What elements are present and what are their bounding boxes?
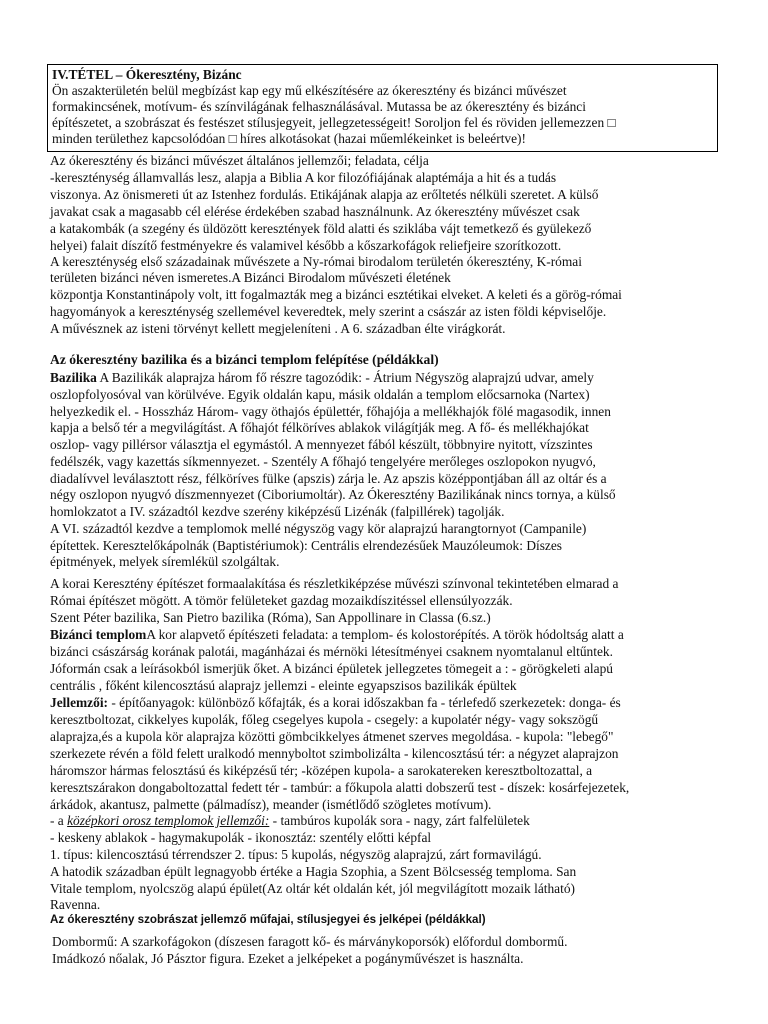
paragraph-line: A művésznek az isteni törvényt kellett megjeleníteni . A 6. században élte virágkorát. <box>50 321 506 336</box>
task-box <box>47 64 718 152</box>
paragraph-line: A korai Keresztény építészet formaalakítása és részletkiképzése művészi színvonal tekintetében elmarad a <box>50 576 619 591</box>
paragraph-line: kapja a belső tér a megvilágítást. A főhajót félköríves ablakok világítják meg. A fő- és mellékhajókat <box>50 420 589 435</box>
paragraph-line: -kereszténység államvallás lesz, alapja a Biblia A kor filozófiájának alaptémája a hit és a tudás <box>50 170 557 185</box>
paragraph-line: keresztszárakon dongaboltozattal fedett tér - tambúr: a főkupola alatti dobszerű test - díszek: kosárfejezetek, <box>50 780 630 795</box>
paragraph-line <box>50 627 624 643</box>
paragraph-line: oszlop- vagy pillérsor választja el egymástól. A mennyezet fából készült, többnyire nyitott, vízszintes <box>50 437 593 452</box>
paragraph-line: oszlopfolyosóval van körülvéve. Egyik oldalán kapu, másik oldalán a templom előcsarnoka (Nartex) <box>50 387 590 402</box>
paragraph-line: helyezkedik el. - Hosszház Három- vagy öthajós épülettér, főhajója a mellékhajók fölé magasodik, innen <box>50 404 611 419</box>
paragraph-line: árkádok, akantusz, palmette (pálmadísz), meander (ismétlődő szögletes motívum). <box>50 797 492 812</box>
paragraph-line: Az ókeresztény és bizánci művészet általános jellemzői; feladata, célja <box>50 153 429 168</box>
paragraph-line: a katakombák (a szegény és üldözött keresztények föld alatti és sziklába vájt temetkező és gyülekező <box>50 221 592 236</box>
paragraph-line: Jóformán csak a leírásokból ismerjük őket. A bizánci épületek jellegzetes tömegeit a : - görögkeleti alapú <box>50 661 613 676</box>
paragraph-line <box>50 370 594 386</box>
paragraph-line: területen bizánci néven ismeretes.A Bizánci Birodalom művészeti életének <box>50 270 451 285</box>
paragraph-line: Vitale templom, nyolcszög alapú épület(Az oltár két oldalán két, jól megvilágított mozaik látható) <box>50 881 575 896</box>
paragraph-line: négy oszlopon nyugvó díszmennyezet (Ciboriumoltár). Az Ókeresztény Bazilikának nincs tornya, a külső <box>50 487 616 502</box>
paragraph-line: szerkezete révén a föld felett uralkodó mennyboltot szimbolizálta - kilencosztású tér: a négyzet alaprajzon <box>50 746 619 761</box>
paragraph-line: Szent Péter bazilika, San Pietro bazilika (Róma), San Appollinare in Classa (6.sz.) <box>50 610 491 625</box>
paragraph-line: épitmények, melyek síremlékül szolgáltak. <box>50 554 280 569</box>
term-text: A Bazilikák alaprajza három fő részre tagozódik: - Átrium Négyszög alaprajzú udvar, amely <box>96 370 594 385</box>
paragraph-line: helyei) falait díszítő festményekre és valamivel később a kőszarkofágok reliefjeire szorítkozott. <box>50 238 562 253</box>
paragraph-line: centrális , főként kilencosztású alaprajz jellemzi - eleinte egyapszisos bazilikák épültek <box>50 678 517 693</box>
paragraph-line: hagyományok a kereszténység szellemével keveredtek, mely szerint a császár az isten földi képviselője. <box>50 304 607 319</box>
paragraph-line: A VI. századtól kezdve a templomok mellé négyszög vagy kör alaprajzú harangtornyot (Campanile) <box>50 521 587 536</box>
paragraph-line: Dombormű: A szarkofágokon (díszesen faragott kő- és márványkoporsók) előfordul dombormű. <box>52 934 568 949</box>
task-line: építészetet, a szobrászat és festészet stílusjegyeit, jellegzetességeit! Soroljon fel és röviden jellemezzen □ <box>52 115 616 130</box>
paragraph-line: építettek. Keresztelőkápolnák (Baptistériumok): Centrális elrendezésűek Mauzóleumok: Díszes <box>50 538 563 553</box>
orosz-templomok-label: középkori orosz templomok jellemzői: <box>67 813 270 828</box>
paragraph-line <box>50 813 530 829</box>
task-line: Ön aszakterületén belül megbízást kap egy mű elkészítésére az ókeresztény és bizánci művészet <box>52 83 567 98</box>
paragraph-line <box>50 695 621 711</box>
task-line: minden területhez kapcsolódóan □ híres alkotásokat (hazai műemlékeinket is beleértve)! <box>52 131 526 146</box>
term-label: Bizánci templom <box>50 627 147 642</box>
paragraph-line: homlokzatot a IV. századtól kezdve szerény kiképzésű Lizénák (falpillérek) tagolják. <box>50 504 505 519</box>
paragraph-line: Imádkozó nőalak, Jó Pásztor figura. Ezeket a jelképeket a pogányművészet is használta. <box>52 951 524 966</box>
task-line: formakincsének, motívum- és színvilágának felhasználásával. Mutassa be az ókeresztény és bizánci <box>52 99 586 114</box>
paragraph-line: fedélszék, vagy kazettás síkmennyezet. - Szentély A főhajó tengelyére merőleges oszlopokon nyugvó, <box>50 454 596 469</box>
paragraph-line: viszonya. Az önismereti út az Istenhez fordulás. Etikájának alapja az erőltetés nélküli szeretet. A külső <box>50 187 599 202</box>
paragraph-line: javakat csak a magasabb cél elérése érdekében szabad használnunk. Az ókeresztény művészet csak <box>50 204 580 219</box>
section-heading: Az ókeresztény szobrászat jellemző műfajai, stílusjegyei és jelképei (példákkal) <box>50 913 486 926</box>
list-text: - tambúros kupolák sora - nagy, zárt falfelületek <box>269 813 530 828</box>
term-text: A kor alapvető építészeti feladata: a templom- és kolostorépítés. A török hódoltság alatt a <box>146 627 624 642</box>
term-label: Bazilika <box>50 370 97 385</box>
term-text: - építőanyagok: különböző kőfajták, és a korai időszakban fa - térlefedő szerkezetek: donga- és <box>108 695 621 710</box>
section-heading: Az ókeresztény bazilika és a bizánci templom felépítése (példákkal) <box>50 352 439 367</box>
paragraph-line: alaprajza,és a kupola kör alaprajza közötti gömbcikkelyes átmenet szerves megoldása. - kupola: "lebegő" <box>50 729 614 744</box>
paragraph-line: Ravenna. <box>50 897 101 912</box>
task-title: IV.TÉTEL – Ókeresztény, Bizánc <box>52 67 242 82</box>
list-prefix: - a <box>50 813 68 828</box>
paragraph-line: 1. típus: kilencosztású térrendszer 2. típus: 5 kupolás, négyszög alaprajzú, zárt formavilágú. <box>50 847 542 862</box>
paragraph-line: központja Konstantinápoly volt, itt fogalmazták meg a bizánci esztétikai elveket. A keleti és a görög-római <box>50 287 622 302</box>
paragraph-line: A kereszténység első századainak művészete a Ny-római birodalom területén ókeresztény, K-római <box>50 254 582 269</box>
term-label: Jellemzői: <box>50 695 108 710</box>
paragraph-line: diadalívvel leválasztott rész, félköríves fülke (apszis) zárja le. Az apszis középpontjában áll az oltár és a <box>50 471 607 486</box>
paragraph-line: A hatodik században épült legnagyobb értéke a Hagia Szophia, a Szent Bölcsesség temploma. San <box>50 864 577 879</box>
paragraph-line: bizánci császárság korának palotái, magánházai és mérnöki létesítményei csaknem nyomtalanul eltűntek. <box>50 644 613 659</box>
paragraph-line: háromszor hármas felosztású és kiképzésű tér; -középen kupola- a sarokatereken keresztboltozattal, a <box>50 763 593 778</box>
paragraph-line: - keskeny ablakok - hagymakupolák - ikonosztáz: szentély előtti képfal <box>50 830 432 845</box>
paragraph-line: Római építészet mögött. A tömör felületeket gazdag mozaikdíszitéssel ellensúlyozzák. <box>50 593 513 608</box>
paragraph-line: keresztboltozat, cikkelyes kupolák, főleg csegelyes kupola - csegely: a kupolatér négy- vagy sokszögű <box>50 712 599 727</box>
